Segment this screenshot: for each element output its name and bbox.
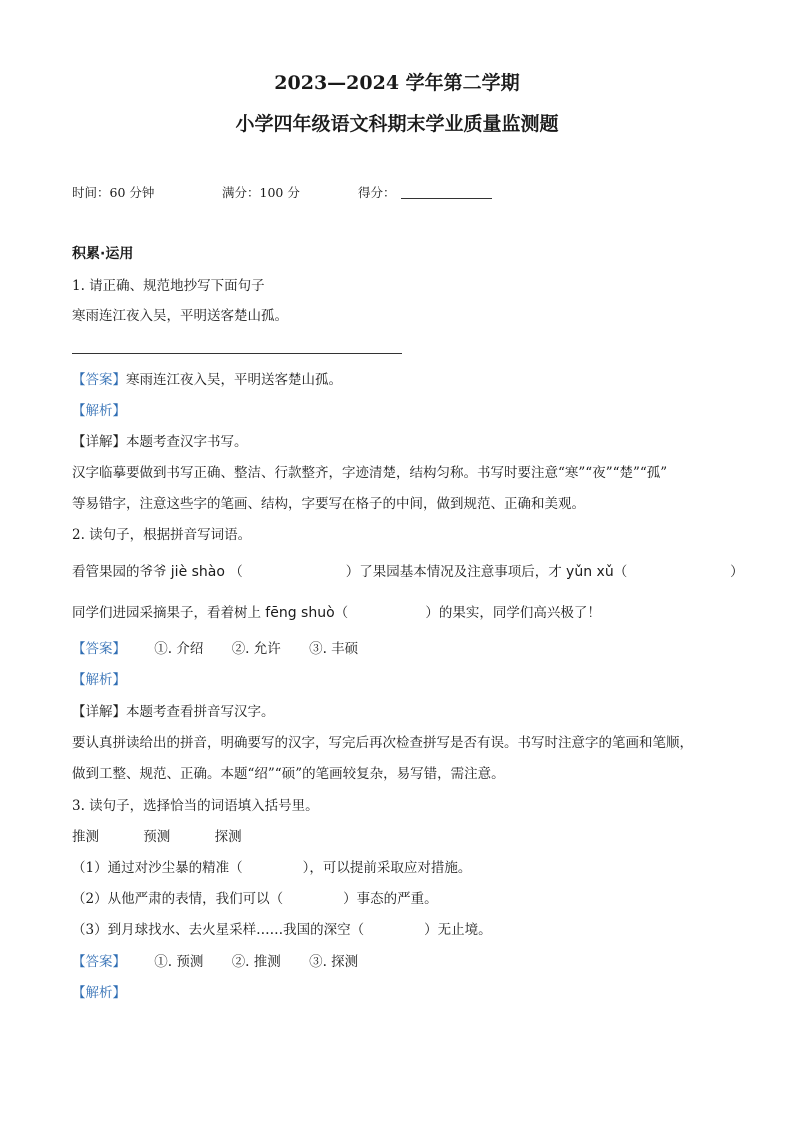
q1-detail: 本题考查汉字书写。 xyxy=(126,434,248,450)
q3-prompt: 3. 读句子，选择恰当的词语填入括号里。 xyxy=(72,798,319,814)
q3-answer-row xyxy=(72,953,358,971)
q1-answer: 寒雨连江夜入吴，平明送客楚山孤。 xyxy=(126,372,342,388)
q2-answer-1: ①. 介绍 xyxy=(154,641,204,657)
q1-answer-row xyxy=(72,371,342,389)
q3-analysis-tag: 【解析】 xyxy=(72,985,126,1001)
q2-s1-part2: 了果园基本情况及注意事项后，才 xyxy=(359,564,562,580)
q3-item1: （1）通过对沙尘暴的精准（ ），可以提前采取应对措施。 xyxy=(72,860,472,876)
q1-analysis-tag: 【解析】 xyxy=(72,403,126,419)
q1-explain-line1: 汉字临摹要做到书写正确、整洁、行款整齐，字迹清楚，结构匀称。书写时要注意“寒”“夜”“楚”“孤” xyxy=(72,465,668,481)
q2-blank3[interactable]: （ ） xyxy=(334,605,439,621)
q3-option-3: 探测 xyxy=(214,829,242,845)
q2-answer-2: ②. 允许 xyxy=(231,641,281,657)
pinyin-fengshuo: fēng shuò xyxy=(265,605,335,621)
q2-prompt: 2. 读句子，根据拼音写词语。 xyxy=(72,527,252,543)
title-line1: 2023—2024 学年第二学期 xyxy=(274,72,520,94)
section-heading: 积累·运用 xyxy=(72,246,134,262)
q2-s2-part1: 同学们进园采摘果子，看着树上 xyxy=(72,605,261,621)
q3-item2: （2）从他严肃的表情，我们可以（ ）事态的严重。 xyxy=(72,891,438,907)
q1-prompt: 1. 请正确、规范地抄写下面句子 xyxy=(72,278,265,294)
q3-option-2: 预测 xyxy=(143,829,171,845)
q2-detail-row xyxy=(72,703,275,721)
answer-tag: 【答案】 xyxy=(72,954,126,970)
q1-sentence: 寒雨连江夜入吴，平明送客楚山孤。 xyxy=(72,308,288,324)
q2-detail: 本题考查看拼音写汉字。 xyxy=(126,704,275,720)
q2-s1-part1: 看管果园的爷爷 xyxy=(72,564,167,580)
q1-writing-line xyxy=(72,353,402,354)
q2-answer-3: ③. 丰硕 xyxy=(309,641,359,657)
q2-sentence2 xyxy=(72,604,601,622)
q1-detail-row xyxy=(72,433,248,451)
q2-analysis-tag: 【解析】 xyxy=(72,672,126,688)
q2-blank2[interactable]: （ ） xyxy=(613,564,744,580)
q2-sentence1 xyxy=(72,563,744,581)
title-line2: 小学四年级语文科期末学业质量监测题 xyxy=(235,113,559,135)
pinyin-jieshao: jiè shào xyxy=(170,564,225,580)
q1-explain-line2: 等易错字，注意这些字的笔画、结构，字要写在格子的中间，做到规范、正确和美观。 xyxy=(72,496,585,512)
detail-tag: 【详解】 xyxy=(72,434,126,450)
detail-tag: 【详解】 xyxy=(72,704,126,720)
q3-answer-2: ②. 推测 xyxy=(231,954,281,970)
q3-item3: （3）到月球找水、去火星采样……我国的深空（ ）无止境。 xyxy=(72,922,492,938)
q2-answer-row xyxy=(72,640,358,658)
score-blank-line xyxy=(401,198,492,199)
q3-option-1: 推测 xyxy=(72,829,99,845)
q2-blank1[interactable]: （ ） xyxy=(229,564,360,580)
q3-answer-3: ③. 探测 xyxy=(309,954,359,970)
meta-time: 时间：60 分钟 xyxy=(72,185,155,200)
q3-answer-1: ①. 预测 xyxy=(154,954,204,970)
q2-explain-line2: 做到工整、规范、正确。本题“绍”“硕”的笔画较复杂，易写错，需注意。 xyxy=(72,766,505,782)
meta-score-label: 得分： xyxy=(358,185,396,200)
q3-options xyxy=(72,828,242,846)
q2-s2-part2: 的果实，同学们高兴极了！ xyxy=(438,605,601,621)
meta-full-score: 满分：100 分 xyxy=(222,185,300,200)
answer-tag: 【答案】 xyxy=(72,641,126,657)
q2-explain-line1: 要认真拼读给出的拼音，明确要写的汉字，写完后再次检查拼写是否有误。书写时注意字的笔画和笔顺， xyxy=(72,735,693,751)
answer-tag: 【答案】 xyxy=(72,372,126,388)
pinyin-yunxu: yǔn xǔ xyxy=(566,564,614,580)
